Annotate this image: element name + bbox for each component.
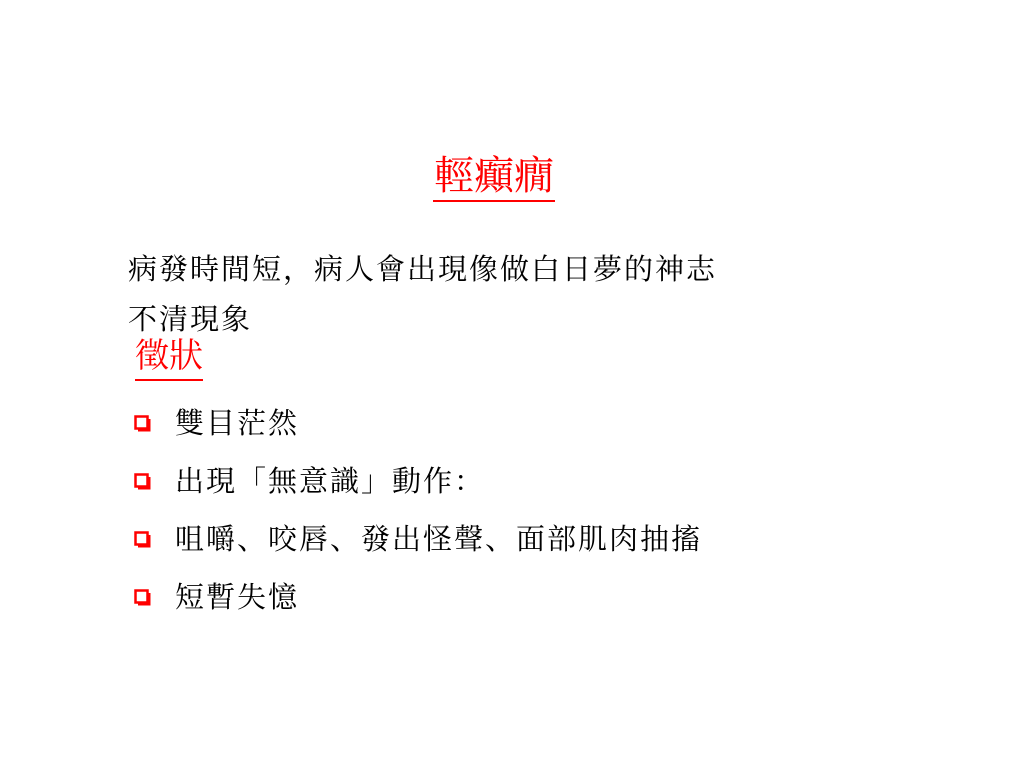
hollow-square-bullet-icon: [134, 473, 151, 490]
symptoms-list: [134, 394, 702, 626]
slide-title: 輕癲癇: [433, 152, 555, 202]
symptoms-heading: 徵狀: [135, 334, 203, 381]
description-line: 不清現象: [128, 302, 253, 336]
list-item: [134, 394, 702, 452]
list-item: [134, 452, 702, 510]
bullet-text: 出現「無意識」動作：: [175, 464, 486, 498]
hollow-square-bullet-icon: [134, 415, 151, 432]
bullet-text: 雙目茫然: [175, 406, 300, 440]
description-line: 病發時間短，病人會出現像做白日夢的神志: [128, 252, 718, 286]
hollow-square-bullet-icon: [134, 531, 151, 548]
list-item: [134, 510, 702, 568]
list-item: [134, 568, 702, 626]
slide-title-container: [0, 152, 988, 202]
description: [128, 244, 898, 344]
bullet-text: 咀嚼、咬唇、發出怪聲、面部肌肉抽搐: [175, 522, 703, 556]
bullet-text: 短暫失憶: [175, 580, 300, 614]
hollow-square-bullet-icon: [134, 589, 151, 606]
